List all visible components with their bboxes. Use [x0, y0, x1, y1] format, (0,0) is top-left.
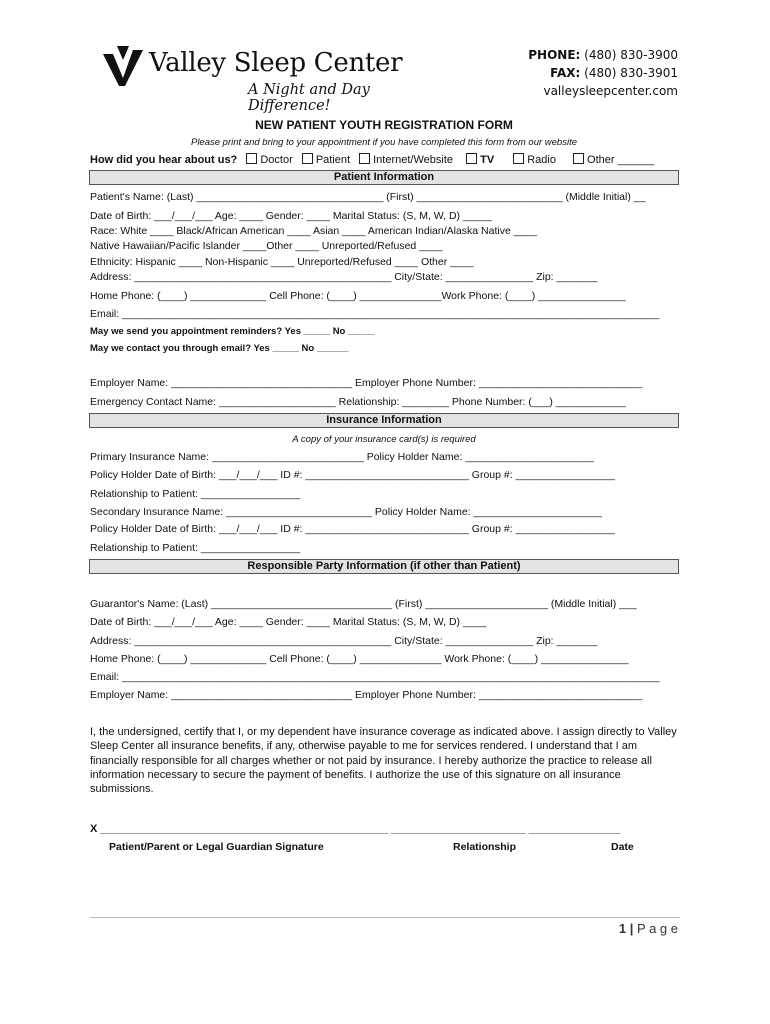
- patient-name-line[interactable]: Patient's Name: (Last) ________________________________ (First) _________________________ (Middle Initial) __: [90, 191, 646, 203]
- insurance-note: A copy of your insurance card(s) is required: [292, 434, 476, 445]
- guarantor-name-line[interactable]: Guarantor's Name: (Last) _______________________________ (First) _____________________ (Middle Initial) ___: [90, 598, 637, 610]
- relationship-label: Relationship: [453, 841, 517, 853]
- secondary-policy-dob-line[interactable]: Policy Holder Date of Birth: ___/___/___ ID #: ____________________________ Group #: _________________: [90, 523, 615, 535]
- page-word: P a g e: [637, 921, 678, 936]
- phone-number: (480) 830-3900: [584, 48, 678, 62]
- patient-dob-line[interactable]: Date of Birth: ___/___/___ Age: ____ Gender: ____ Marital Status: (S, M, W, D) _____: [90, 210, 493, 222]
- certification-text: I, the undersigned, certify that I, or my dependent have insurance coverage as indicated above. I assign directly to Valley Sleep Center all insurance benefits, if any, otherwise payable to me for services rendered. I understand that I am financially responsible for all charges whether or not paid by insurance. I hereby authorize the practice to release all information necessary to secure the payment of benefits. I authorize the use of this signature on all insurance submissions.: [90, 726, 677, 796]
- option-patient: Patient: [315, 154, 351, 166]
- date-label: Date: [611, 841, 634, 853]
- responsible-section-header: Responsible Party Information (if other than Patient): [89, 559, 679, 574]
- option-tv: TV: [480, 154, 495, 166]
- guarantor-email-line[interactable]: Email: ____________________________________________________________________________________________: [90, 671, 660, 683]
- secondary-relationship-line[interactable]: Relationship to Patient: _________________: [90, 542, 301, 554]
- guarantor-employer-line[interactable]: Employer Name: _______________________________ Employer Phone Number: ____________________________: [90, 689, 643, 701]
- signature-line[interactable]: X _______________________________________________ ______________________ _______________: [90, 823, 621, 835]
- form-title: NEW PATIENT YOUTH REGISTRATION FORM: [255, 118, 513, 132]
- patient-section-header: Patient Information: [89, 170, 679, 185]
- patient-email-line[interactable]: Email: ____________________________________________________________________________________________: [90, 308, 660, 320]
- option-doctor: Doctor: [260, 154, 293, 166]
- tagline: A Night and Day Difference!: [248, 82, 370, 114]
- primary-relationship-line[interactable]: Relationship to Patient: _________________: [90, 488, 301, 500]
- checkbox-patient[interactable]: [302, 153, 313, 164]
- fax-label: FAX:: [550, 66, 581, 80]
- email-contact-question[interactable]: May we contact you through email? Yes _____ No ______: [90, 343, 349, 354]
- emergency-contact-line[interactable]: Emergency Contact Name: ____________________ Relationship: ________ Phone Number: (___) ____________: [90, 396, 626, 408]
- checkbox-other[interactable]: [573, 153, 584, 164]
- checkbox-doctor[interactable]: [246, 153, 257, 164]
- hear-about-row: [90, 153, 654, 166]
- guarantor-dob-line[interactable]: Date of Birth: ___/___/___ Age: ____ Gender: ____ Marital Status: (S, M, W, D) ____: [90, 616, 487, 628]
- phone-label: PHONE:: [528, 48, 581, 62]
- website: valleysleepcenter.com: [543, 84, 678, 98]
- page-separator: |: [629, 921, 634, 936]
- signature-label: Patient/Parent or Legal Guardian Signature: [109, 841, 324, 853]
- option-other: Other ______: [587, 154, 655, 166]
- phone-line: [528, 48, 678, 62]
- hear-about-question: How did you hear about us?: [90, 154, 238, 166]
- option-radio: Radio: [527, 154, 556, 166]
- footer-divider: [90, 917, 680, 918]
- fax-line: [550, 66, 678, 80]
- patient-ethnicity-line[interactable]: Ethnicity: Hispanic ____ Non-Hispanic ____ Unreported/Refused ____ Other ____: [90, 256, 474, 268]
- employer-line[interactable]: Employer Name: _______________________________ Employer Phone Number: ____________________________: [90, 377, 643, 389]
- insurance-section-header: Insurance Information: [89, 413, 679, 428]
- checkbox-radio[interactable]: [513, 153, 524, 164]
- primary-insurance-line[interactable]: Primary Insurance Name: __________________________ Policy Holder Name: ______________________: [90, 451, 594, 463]
- guarantor-address-line[interactable]: Address: ____________________________________________ City/State: _______________ Zip: _______: [90, 635, 598, 647]
- checkbox-tv[interactable]: [466, 153, 477, 164]
- page-indicator: [619, 921, 678, 936]
- form-subtitle: Please print and bring to your appointment if you have completed this form from our website: [190, 137, 577, 148]
- fax-number: (480) 830-3901: [584, 66, 678, 80]
- valley-logo-icon: [103, 46, 147, 86]
- checkbox-internet[interactable]: [359, 153, 370, 164]
- option-internet: Internet/Website: [373, 154, 454, 166]
- primary-policy-dob-line[interactable]: Policy Holder Date of Birth: ___/___/___ ID #: ____________________________ Group #: _________________: [90, 469, 615, 481]
- guarantor-phone-line[interactable]: Home Phone: (____) _____________ Cell Phone: (____) ______________ Work Phone: (____) _______________: [90, 653, 629, 665]
- patient-race-line-2[interactable]: Native Hawaiian/Pacific Islander ____Other ____ Unreported/Refused ____: [90, 240, 443, 252]
- org-name: Valley Sleep Center: [149, 48, 403, 78]
- reminders-question[interactable]: May we send you appointment reminders? Yes _____ No _____: [90, 326, 375, 337]
- logo: [103, 46, 448, 114]
- patient-address-line[interactable]: Address: ____________________________________________ City/State: _______________ Zip: _______: [90, 271, 598, 283]
- patient-phone-line[interactable]: Home Phone: (____) _____________ Cell Phone: (____) ______________Work Phone: (____) _______________: [90, 290, 626, 302]
- secondary-insurance-line[interactable]: Secondary Insurance Name: _________________________ Policy Holder Name: ______________________: [90, 506, 602, 518]
- patient-race-line[interactable]: Race: White ____ Black/African American ____ Asian ____ American Indian/Alaska Native ____: [90, 225, 538, 237]
- page-number: 1: [618, 921, 627, 936]
